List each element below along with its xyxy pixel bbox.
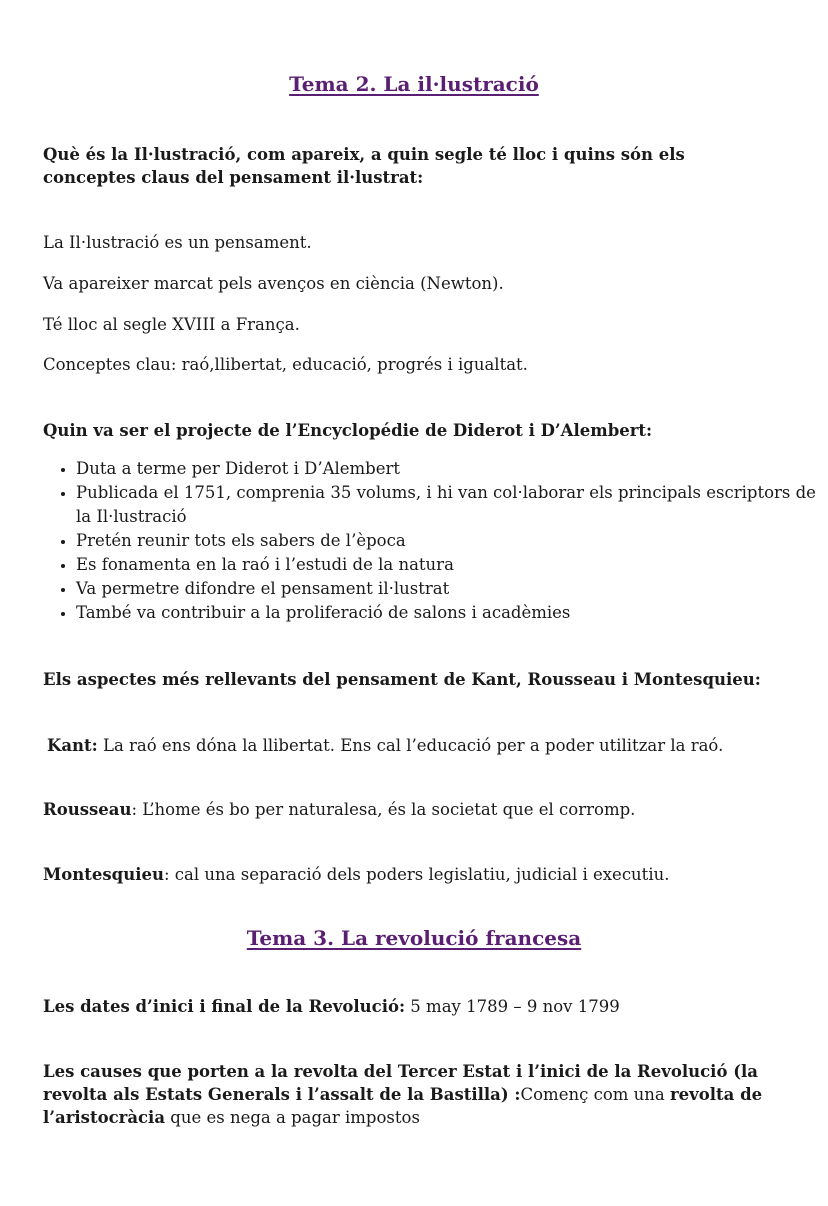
dates-paragraph (43, 995, 783, 1018)
answer-line-4: Conceptes clau: raó,llibertat, educació, progrés i igualtat. (43, 355, 528, 374)
answer-line-3: Té lloc al segle XVIII a França. (43, 315, 300, 334)
dates-label: Les dates d’inici i final de la Revolució: (43, 997, 406, 1016)
rousseau-text: : L’home és bo per naturalesa, és la societat que el corromp. (131, 800, 636, 819)
tema3-title: Tema 3. La revolució francesa (246, 926, 582, 950)
answer-line-2: Va apareixer marcat pels avenços en ciència (Newton). (43, 274, 504, 293)
list-item: • També va contribuir a la proliferació de salons i acadèmies (76, 601, 816, 625)
list-item: • Es fonamenta en la raó i l’estudi de la natura (76, 553, 816, 577)
rousseau-label: Rousseau (43, 800, 132, 819)
causes-text-1: Començ com una (520, 1085, 670, 1104)
list-item: • Va permetre difondre el pensament il·lustrat (76, 577, 816, 601)
kant-paragraph (47, 734, 787, 757)
montesquieu-paragraph (43, 863, 783, 886)
montesquieu-text: : cal una separació dels poders legislatiu, judicial i executiu. (163, 865, 670, 884)
encyclopedie-bullet-list (43, 457, 816, 625)
kant-label: Kant: (47, 736, 98, 755)
list-item: • Publicada el 1751, comprenia 35 volums, i hi van col·laborar els principals escriptors de la Il·lustració (76, 481, 816, 529)
kant-text: La raó ens dóna la llibertat. Ens cal l’educació per a poder utilitzar la raó. (97, 736, 724, 755)
question-encyclopedie: Quin va ser el projecte de l’Encyclopédie de Diderot i D’Alembert: (43, 421, 653, 440)
causes-bold: revolta de l’aristocràcia (43, 1085, 763, 1127)
question-illustracio: Què és la Il·lustració, com apareix, a quin segle té lloc i quins són els conceptes claus del pensament il·lustrat: (43, 145, 685, 187)
montesquieu-label: Montesquieu (43, 865, 164, 884)
list-item: • Duta a terme per Diderot i D’Alembert (76, 457, 816, 481)
causes-paragraph (43, 1060, 783, 1129)
question-philosophers: Els aspectes més rellevants del pensament de Kant, Rousseau i Montesquieu: (43, 670, 761, 689)
rousseau-paragraph (43, 798, 783, 821)
causes-text-2: que es nega a pagar impostos (165, 1108, 420, 1127)
answer-line-1: La Il·lustració es un pensament. (43, 233, 312, 252)
causes-label: Les causes que porten a la revolta del Tercer Estat i l’inici de la Revolució (la revolta als Estats Generals i l’assalt de la Bastilla) : (43, 1062, 758, 1104)
dates-value: 5 may 1789 – 9 nov 1799 (405, 997, 620, 1016)
list-item: • Pretén reunir tots els sabers de l’època (76, 529, 816, 553)
tema2-title: Tema 2. La il·lustració (289, 72, 539, 96)
